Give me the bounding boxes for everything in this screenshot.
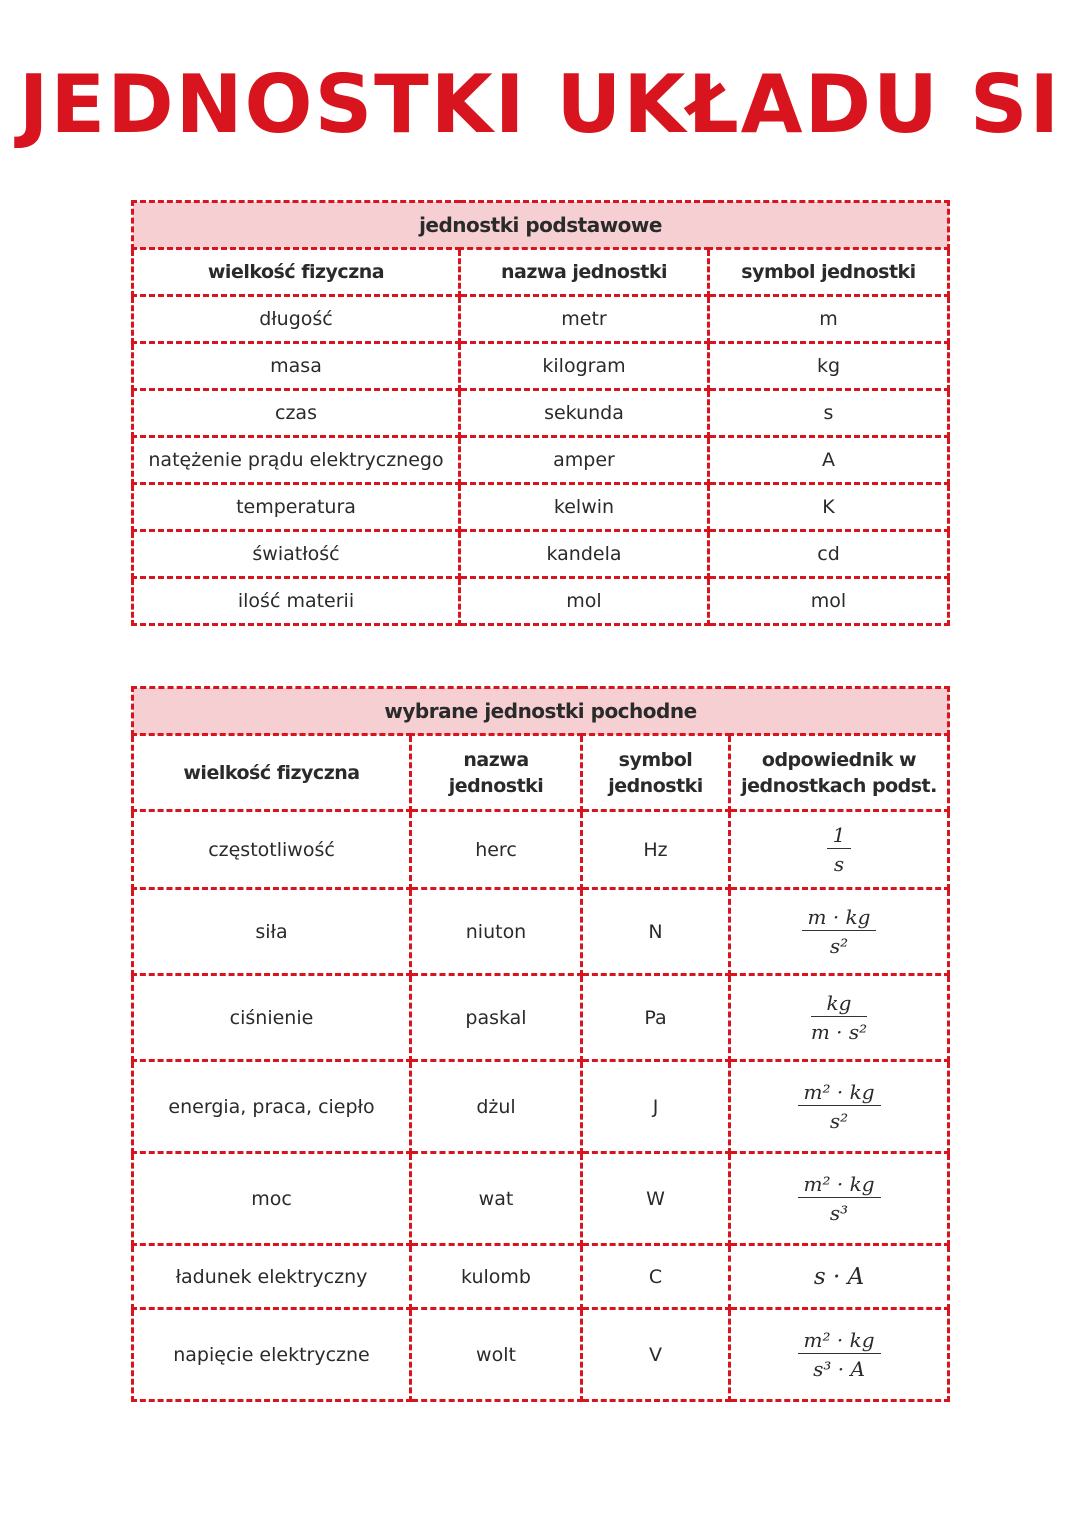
unit-name-cell: kelwin bbox=[460, 484, 709, 531]
fraction bbox=[798, 1329, 881, 1380]
fraction-denominator: m · s² bbox=[810, 1020, 868, 1044]
fraction-denominator: s³ bbox=[829, 1201, 849, 1225]
basic-units-table bbox=[131, 200, 950, 626]
quantity-cell: długość bbox=[133, 296, 460, 343]
base-equivalent-cell bbox=[730, 1153, 949, 1245]
fraction bbox=[827, 824, 852, 875]
table-row bbox=[133, 578, 949, 625]
column-header-unit-symbol: symbol jednostki bbox=[582, 735, 730, 811]
quantity-cell: moc bbox=[133, 1153, 411, 1245]
fraction-numerator: m² · kg bbox=[798, 1329, 881, 1354]
fraction bbox=[798, 1173, 881, 1224]
unit-symbol-cell: kg bbox=[709, 343, 949, 390]
base-equivalent-cell bbox=[730, 975, 949, 1061]
unit-name-cell: metr bbox=[460, 296, 709, 343]
unit-symbol-cell: V bbox=[582, 1309, 730, 1401]
fraction-numerator: m² · kg bbox=[798, 1173, 881, 1198]
base-equivalent-cell bbox=[730, 1245, 949, 1309]
quantity-cell: energia, praca, ciepło bbox=[133, 1061, 411, 1153]
unit-symbol-cell: s bbox=[709, 390, 949, 437]
unit-name-cell: kulomb bbox=[411, 1245, 582, 1309]
fraction-numerator: kg bbox=[811, 992, 867, 1017]
table-row bbox=[133, 437, 949, 484]
unit-name-cell: mol bbox=[460, 578, 709, 625]
unit-name-cell: dżul bbox=[411, 1061, 582, 1153]
equivalent-formula: s · A bbox=[813, 1263, 865, 1290]
quantity-cell: temperatura bbox=[133, 484, 460, 531]
unit-symbol-cell: cd bbox=[709, 531, 949, 578]
page-title: JEDNOSTKI UKŁADU SI bbox=[18, 58, 1062, 151]
unit-name-cell: herc bbox=[411, 811, 582, 889]
table-row bbox=[133, 531, 949, 578]
unit-symbol-cell: W bbox=[582, 1153, 730, 1245]
unit-name-cell: kilogram bbox=[460, 343, 709, 390]
derived-header-row bbox=[133, 735, 949, 811]
base-equivalent-cell bbox=[730, 1061, 949, 1153]
fraction-numerator: m · kg bbox=[802, 906, 877, 931]
fraction-numerator: m² · kg bbox=[798, 1081, 881, 1106]
base-equivalent-cell bbox=[730, 889, 949, 975]
basic-units-body bbox=[133, 296, 949, 625]
column-header-base-equivalent: odpowiednik w jednostkach podst. bbox=[730, 735, 949, 811]
fraction-denominator: s³ · A bbox=[813, 1357, 865, 1381]
fraction-denominator: s bbox=[833, 852, 845, 876]
quantity-cell: napięcie elektryczne bbox=[133, 1309, 411, 1401]
quantity-cell: natężenie prądu elektrycznego bbox=[133, 437, 460, 484]
table-row bbox=[133, 811, 949, 889]
unit-symbol-cell: N bbox=[582, 889, 730, 975]
unit-name-cell: niuton bbox=[411, 889, 582, 975]
table-row bbox=[133, 1153, 949, 1245]
derived-units-table bbox=[131, 686, 950, 1402]
unit-symbol-cell: J bbox=[582, 1061, 730, 1153]
unit-symbol-cell: C bbox=[582, 1245, 730, 1309]
unit-name-cell: kandela bbox=[460, 531, 709, 578]
unit-symbol-cell: A bbox=[709, 437, 949, 484]
unit-symbol-cell: mol bbox=[709, 578, 949, 625]
table-row bbox=[133, 889, 949, 975]
fraction-numerator: 1 bbox=[827, 824, 852, 849]
table-row bbox=[133, 975, 949, 1061]
fraction-denominator: s² bbox=[829, 1109, 849, 1133]
derived-units-body bbox=[133, 811, 949, 1401]
table-row bbox=[133, 1061, 949, 1153]
derived-units-heading: wybrane jednostki pochodne bbox=[133, 688, 949, 735]
table-row bbox=[133, 296, 949, 343]
basic-units-heading: jednostki podstawowe bbox=[133, 202, 949, 249]
fraction bbox=[798, 1081, 881, 1132]
unit-symbol-cell: Pa bbox=[582, 975, 730, 1061]
unit-name-cell: wolt bbox=[411, 1309, 582, 1401]
fraction bbox=[811, 992, 867, 1043]
table-row bbox=[133, 343, 949, 390]
basic-header-row bbox=[133, 249, 949, 296]
column-header-quantity: wielkość fizyczna bbox=[133, 249, 460, 296]
column-header-unit-name: nazwa jednostki bbox=[411, 735, 582, 811]
unit-symbol-cell: K bbox=[709, 484, 949, 531]
table-row bbox=[133, 1309, 949, 1401]
column-header-quantity: wielkość fizyczna bbox=[133, 735, 411, 811]
quantity-cell: światłość bbox=[133, 531, 460, 578]
unit-name-cell: paskal bbox=[411, 975, 582, 1061]
unit-name-cell: amper bbox=[460, 437, 709, 484]
unit-symbol-cell: Hz bbox=[582, 811, 730, 889]
fraction bbox=[802, 906, 877, 957]
column-header-unit-name: nazwa jednostki bbox=[460, 249, 709, 296]
quantity-cell: częstotliwość bbox=[133, 811, 411, 889]
column-header-unit-symbol: symbol jednostki bbox=[709, 249, 949, 296]
base-equivalent-cell bbox=[730, 811, 949, 889]
quantity-cell: czas bbox=[133, 390, 460, 437]
unit-name-cell: sekunda bbox=[460, 390, 709, 437]
quantity-cell: ładunek elektryczny bbox=[133, 1245, 411, 1309]
quantity-cell: ilość materii bbox=[133, 578, 460, 625]
table-row bbox=[133, 1245, 949, 1309]
unit-name-cell: wat bbox=[411, 1153, 582, 1245]
base-equivalent-cell bbox=[730, 1309, 949, 1401]
unit-symbol-cell: m bbox=[709, 296, 949, 343]
table-row bbox=[133, 390, 949, 437]
quantity-cell: siła bbox=[133, 889, 411, 975]
quantity-cell: masa bbox=[133, 343, 460, 390]
fraction-denominator: s² bbox=[829, 934, 849, 958]
quantity-cell: ciśnienie bbox=[133, 975, 411, 1061]
table-row bbox=[133, 484, 949, 531]
